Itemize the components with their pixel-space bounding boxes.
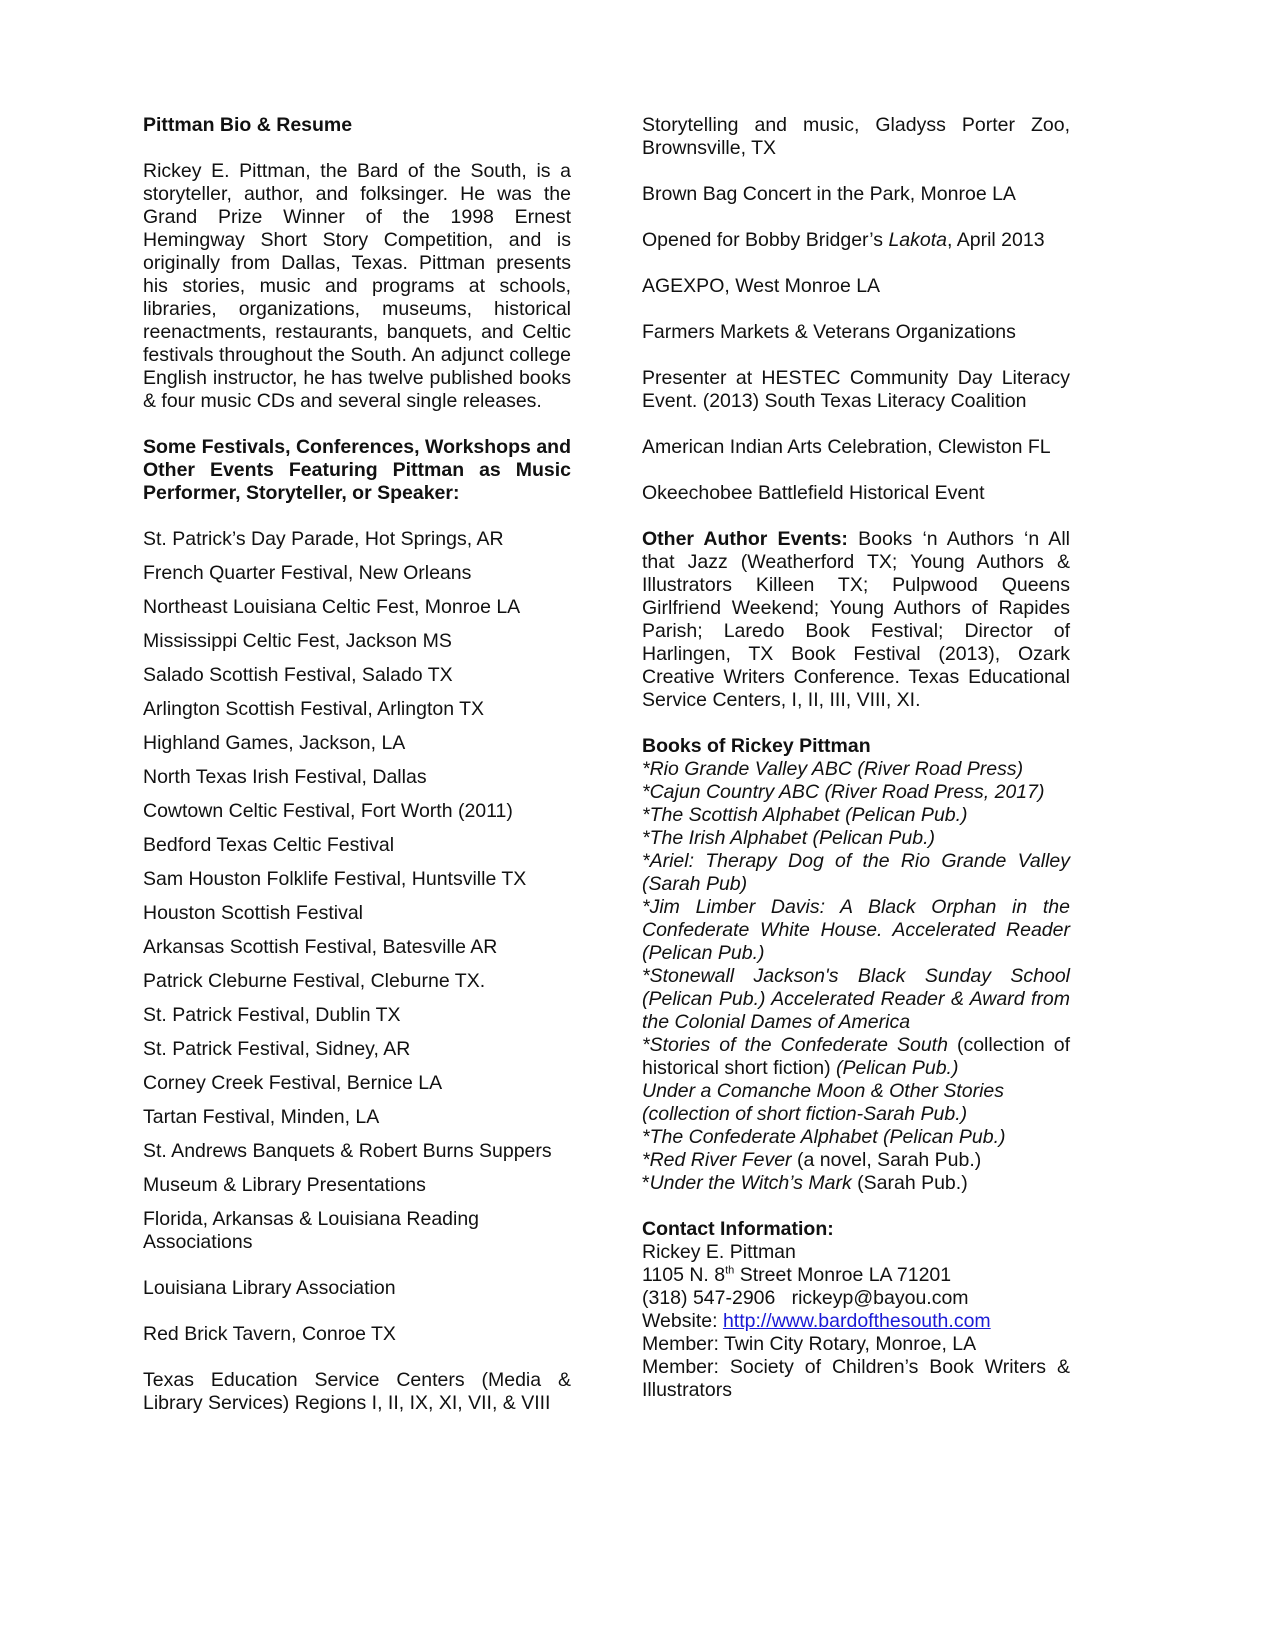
other-author-events <box>642 528 1070 712</box>
address-text: Street Monroe LA 71201 <box>734 1264 952 1286</box>
address-sup: th <box>725 1264 735 1277</box>
book-note: (Sarah Pub.) <box>851 1172 968 1194</box>
book-publisher: (Pelican Pub.) <box>883 1126 1006 1148</box>
contact-member: Member: Twin City Rotary, Monroe, LA <box>642 1333 977 1355</box>
event-item: Mississippi Celtic Fest, Jackson MS <box>143 630 452 652</box>
book-item: *Stonewall Jackson's Black Sunday School (Pelican Pub.) Accelerated Reader & Award from the Colonial Dames of America <box>642 965 1070 1033</box>
event-item: St. Patrick’s Day Parade, Hot Springs, AR <box>143 528 504 550</box>
event-item: French Quarter Festival, New Orleans <box>143 562 472 584</box>
website-label: Website: <box>642 1310 723 1332</box>
event-item: Presenter at HESTEC Community Day Literacy Event. (2013) South Texas Literacy Coalition <box>642 367 1070 412</box>
book-note: (a novel, Sarah Pub.) <box>791 1149 982 1171</box>
event-item: Houston Scottish Festival <box>143 902 364 924</box>
book-item <box>642 1149 1070 1172</box>
book-item: *Jim Limber Davis: A Black Orphan in the Confederate White House. Accelerated Reader (Pelican Pub.) <box>642 896 1070 964</box>
other-author-label: Other Author Events: <box>642 528 848 550</box>
bio-paragraph: Rickey E. Pittman, the Bard of the South, is a storyteller, author, and folksinger. He was the Grand Prize Winner of the 1998 Ernest Hemingway Short Story Competition, and is originally from Dallas, Texas. Pittman presents his stories, music and programs at schools, libraries, organizations, museums, historical reenactments, restaurants, banquets, and Celtic festivals throughout the South. An adjunct college English instructor, he has twelve published books & four music CDs and several single releases. <box>143 160 571 412</box>
event-item: Sam Houston Folklife Festival, Huntsville TX <box>143 868 527 890</box>
event-text: , April 2013 <box>947 229 1045 251</box>
event-item: North Texas Irish Festival, Dallas <box>143 766 427 788</box>
event-item: Patrick Cleburne Festival, Cleburne TX. <box>143 970 486 992</box>
event-item: St. Patrick Festival, Sidney, AR <box>143 1038 411 1060</box>
contact-phone-email: (318) 547-2906 rickeyp@bayou.com <box>642 1287 969 1309</box>
book-item <box>642 1172 1070 1195</box>
event-item: Museum & Library Presentations <box>143 1174 426 1196</box>
events-list-left <box>143 528 571 1415</box>
website-link[interactable]: http://www.bardofthesouth.com <box>722 1310 991 1332</box>
event-item: Corney Creek Festival, Bernice LA <box>143 1072 443 1094</box>
event-title-italic: Lakota <box>888 229 947 251</box>
contact-section <box>642 1218 1070 1402</box>
events-heading: Some Festivals, Conferences, Workshops and Other Events Featuring Pittman as Music Performer, Storyteller, or Speaker: <box>143 436 571 504</box>
event-item: Tartan Festival, Minden, LA <box>143 1106 380 1128</box>
event-item: Arlington Scottish Festival, Arlington TX <box>143 698 485 720</box>
event-item: Cowtown Celtic Festival, Fort Worth (2011) <box>143 800 513 822</box>
event-item: Northeast Louisiana Celtic Fest, Monroe LA <box>143 596 521 618</box>
contact-member: Member: Society of Children’s Book Writers & Illustrators <box>642 1356 1070 1401</box>
event-item: Storytelling and music, Gladyss Porter Zoo, Brownsville, TX <box>642 114 1070 159</box>
event-item: American Indian Arts Celebration, Clewiston FL <box>642 436 1051 458</box>
book-item <box>642 1126 1070 1149</box>
event-item: Farmers Markets & Veterans Organizations <box>642 321 1016 343</box>
event-item: Highland Games, Jackson, LA <box>143 732 406 754</box>
book-title: *Red River Fever <box>642 1149 792 1171</box>
event-item: AGEXPO, West Monroe LA <box>642 275 881 297</box>
book-item: *Rio Grande Valley ABC (River Road Press) <box>642 758 1024 780</box>
event-item: St. Andrews Banquets & Robert Burns Suppers <box>143 1140 552 1162</box>
books-heading: Books of Rickey Pittman <box>642 735 871 757</box>
book-item: *The Irish Alphabet (Pelican Pub.) <box>642 827 936 849</box>
page-title: Pittman Bio & Resume <box>143 114 353 136</box>
event-item: Salado Scottish Festival, Salado TX <box>143 664 453 686</box>
book-publisher: (Pelican Pub.) <box>835 1057 959 1079</box>
contact-name: Rickey E. Pittman <box>642 1241 796 1263</box>
left-column <box>143 114 571 1426</box>
books-section <box>642 735 1070 1195</box>
event-item: Louisiana Library Association <box>143 1277 396 1299</box>
address-text: 1105 N. 8 <box>642 1264 726 1286</box>
event-item: Texas Education Service Centers (Media & Library Services) Regions I, II, IX, XI, VII, & VIII <box>143 1369 571 1414</box>
event-text: Opened for Bobby Bridger’s <box>642 229 889 251</box>
event-item-lakota <box>642 229 1070 252</box>
book-item: *Ariel: Therapy Dog of the Rio Grande Valley (Sarah Pub) <box>642 850 1070 895</box>
contact-heading: Contact Information: <box>642 1218 834 1240</box>
event-item: St. Patrick Festival, Dublin TX <box>143 1004 401 1026</box>
right-column <box>642 114 1070 1402</box>
book-star: * <box>642 1172 650 1194</box>
book-note: (collection of historical short fiction) <box>642 1034 1071 1079</box>
event-item: Brown Bag Concert in the Park, Monroe LA <box>642 183 1016 205</box>
event-item: Florida, Arkansas & Louisiana Reading Associations <box>143 1208 480 1253</box>
event-item: Red Brick Tavern, Conroe TX <box>143 1323 396 1345</box>
event-item: Arkansas Scottish Festival, Batesville AR <box>143 936 498 958</box>
other-author-text: Books ‘n Authors ‘n All that Jazz (Weatherford TX; Young Authors & Illustrators Killeen TX; Pulpwood Queens Girlfriend Weekend; Young Authors of Rapides Parish; Laredo Book Festival; Director of Harlingen, TX Book Festival (2013), Ozark Creative Writers Conference. Texas Educational Service Centers, I, II, III, VIII, XI. <box>642 528 1070 711</box>
contact-website <box>642 1310 1070 1333</box>
book-title: Under the Witch’s Mark <box>649 1172 852 1194</box>
book-item: *Cajun Country ABC (River Road Press, 2017) <box>642 781 1045 803</box>
contact-address <box>642 1264 1070 1287</box>
event-item: Okeechobee Battlefield Historical Event <box>642 482 985 504</box>
book-item: Under a Comanche Moon & Other Stories (collection of short fiction-Sarah Pub.) <box>642 1080 1005 1125</box>
event-item: Bedford Texas Celtic Festival <box>143 834 395 856</box>
book-title: *Stories of the Confederate South <box>642 1034 948 1056</box>
book-item: *The Scottish Alphabet (Pelican Pub.) <box>642 804 968 826</box>
book-title: *The Confederate Alphabet <box>642 1126 878 1148</box>
book-item <box>642 1034 1070 1080</box>
